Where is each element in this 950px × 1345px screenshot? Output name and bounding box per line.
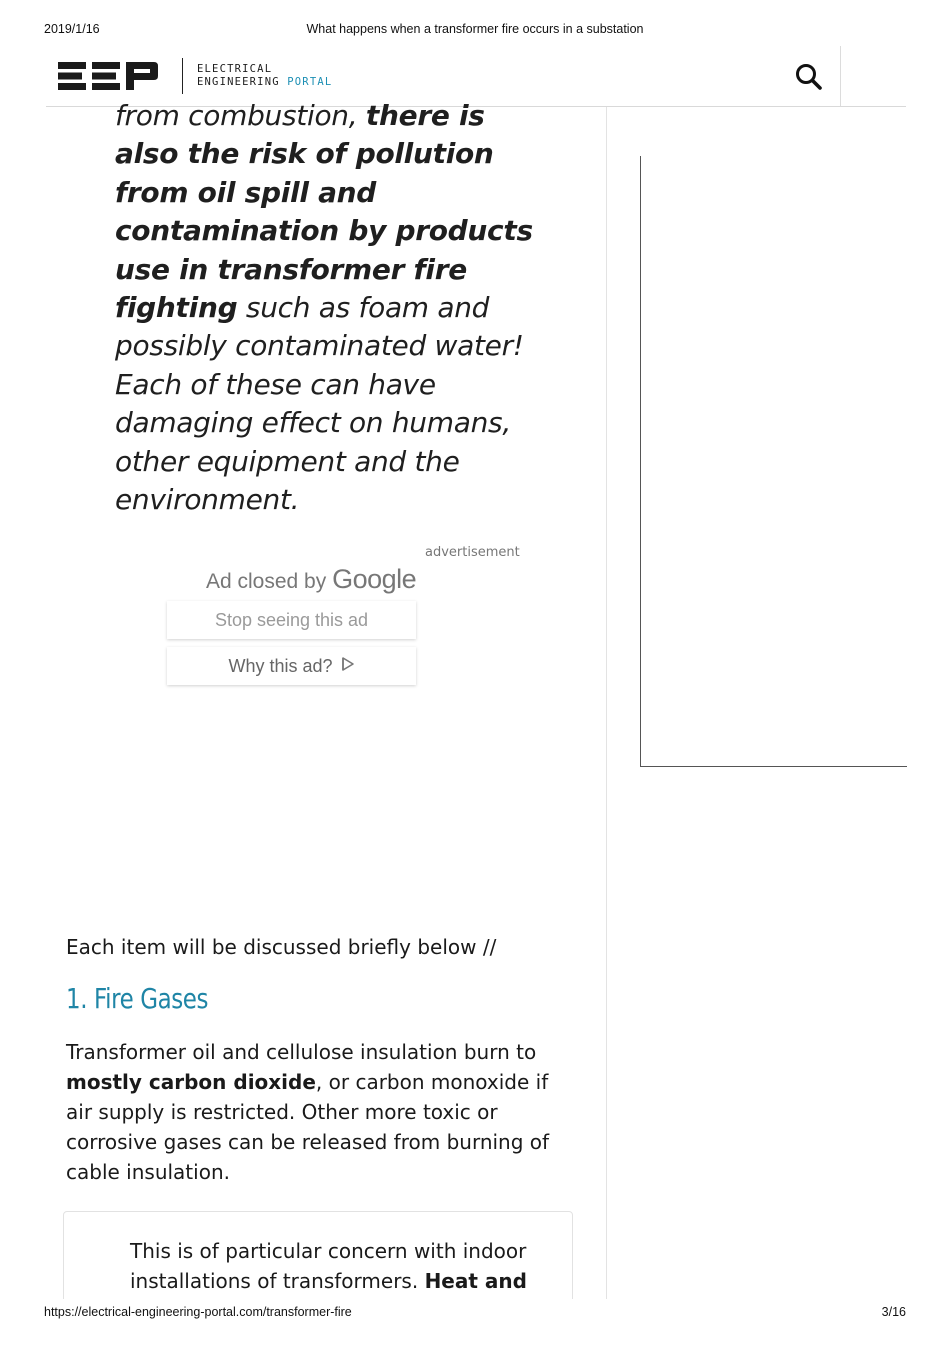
search-button[interactable]: [794, 62, 824, 92]
stop-seeing-ad-button[interactable]: [167, 601, 416, 639]
stop-seeing-ad-label: Stop seeing this ad: [214, 609, 369, 630]
pull-quote: [115, 97, 545, 519]
print-date: 2019/1/16: [44, 22, 100, 36]
why-this-ad-label: Why this ad?: [228, 655, 333, 676]
print-url: https://electrical-engineering-portal.com/transformer-fire: [44, 1305, 352, 1319]
fire-gases-paragraph: [66, 1037, 576, 1187]
sidebar-ad-frame: [640, 156, 907, 767]
section-heading-fire-gases: 1. Fire Gases: [66, 982, 209, 1015]
print-page-number: 3/16: [881, 1305, 906, 1319]
ad-closed-message: [206, 564, 416, 595]
search-icon: [794, 62, 824, 92]
quote-text-1: from combustion,: [115, 99, 366, 132]
header-divider: [840, 46, 841, 106]
logo-line-2-portal: PORTAL: [287, 76, 333, 88]
print-footer: [44, 1305, 906, 1321]
logo-separator: [182, 58, 183, 94]
callout-text-1: This is of particular concern with indoor installations of transformers.: [130, 1239, 527, 1293]
callout-bold-text: Heat and: [424, 1269, 527, 1293]
why-this-ad-button[interactable]: [167, 647, 416, 685]
para-bold-text: mostly carbon dioxide: [66, 1070, 316, 1094]
logo-line-2-engineering: ENGINEERING: [197, 76, 288, 88]
quote-text-2: such as foam and possibly contaminated water! Each of these can have damaging effect on humans, other equipment and the environment.: [115, 291, 524, 517]
logo-line-1: ELECTRICAL: [197, 63, 273, 75]
para-text-2: , or carbon monoxide if air supply is restricted. Other more toxic or corrosive gases can be released from burning of cable insulation.: [66, 1070, 550, 1184]
logo-line-2: [197, 76, 332, 89]
para-text-1: Transformer oil and cellulose insulation burn to: [66, 1040, 537, 1064]
print-title: What happens when a transformer fire occurs in a substation: [306, 22, 644, 36]
print-header: [44, 22, 906, 38]
site-logo[interactable]: [58, 58, 333, 94]
adchoices-icon: [341, 656, 355, 677]
logo-wordmark: [197, 63, 332, 89]
intro-text: Each item will be discussed briefly below //: [66, 935, 497, 959]
eep-logo-mark: [58, 62, 158, 90]
advertisement-label: advertisement: [425, 545, 520, 560]
ad-closed-text: Ad closed by: [206, 570, 333, 593]
quote-bold-text: there is also the risk of pollution from oil spill and contamination by products use in transformer fire fighting: [115, 99, 533, 325]
content-sidebar-divider: [606, 107, 607, 1299]
google-wordmark: Google: [332, 564, 417, 594]
callout-text: [130, 1236, 550, 1296]
